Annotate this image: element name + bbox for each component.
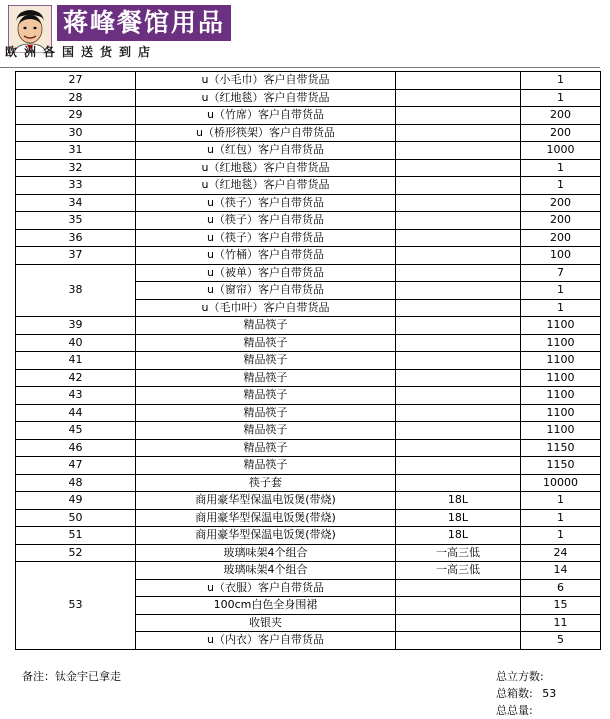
quantity-cell: 1100 — [521, 422, 601, 440]
table-row — [16, 264, 601, 282]
table-row — [16, 177, 601, 195]
row-number-cell: 53 — [16, 562, 136, 650]
description-cell: u（内衣）客户自带货品 — [136, 632, 396, 650]
quantity-cell: 1100 — [521, 317, 601, 335]
row-number-cell: 39 — [16, 317, 136, 335]
spec-cell — [396, 247, 521, 265]
quantity-cell: 1 — [521, 282, 601, 300]
row-number-cell: 37 — [16, 247, 136, 265]
row-number-cell: 30 — [16, 124, 136, 142]
description-cell: 玻璃味架4个组合 — [136, 544, 396, 562]
spec-cell — [396, 369, 521, 387]
quantity-cell: 1 — [521, 299, 601, 317]
description-cell: u（红地毯）客户自带货品 — [136, 89, 396, 107]
row-number-cell: 40 — [16, 334, 136, 352]
description-cell: 100cm白色全身围裙 — [136, 597, 396, 615]
description-cell: 精品筷子 — [136, 439, 396, 457]
row-number-cell: 34 — [16, 194, 136, 212]
row-number-cell: 51 — [16, 527, 136, 545]
header-divider — [0, 67, 600, 68]
description-cell: u（被单）客户自带货品 — [136, 264, 396, 282]
spec-cell — [396, 422, 521, 440]
spec-cell — [396, 142, 521, 160]
spec-cell — [396, 177, 521, 195]
table-row — [16, 439, 601, 457]
description-cell: u（筷子）客户自带货品 — [136, 212, 396, 230]
table-row — [16, 247, 601, 265]
quantity-cell: 1100 — [521, 352, 601, 370]
footer-summary — [496, 668, 556, 719]
table-row — [16, 142, 601, 160]
row-number-cell: 44 — [16, 404, 136, 422]
table-row — [16, 369, 601, 387]
description-cell: 精品筷子 — [136, 422, 396, 440]
spec-cell — [396, 159, 521, 177]
row-number-cell: 31 — [16, 142, 136, 160]
quantity-cell: 14 — [521, 562, 601, 580]
description-cell: 商用豪华型保温电饭煲(带烧) — [136, 527, 396, 545]
spec-cell — [396, 632, 521, 650]
spec-cell — [396, 614, 521, 632]
table-row — [16, 212, 601, 230]
quantity-cell: 1 — [521, 89, 601, 107]
description-cell: 精品筷子 — [136, 369, 396, 387]
table-row — [16, 334, 601, 352]
spec-cell — [396, 89, 521, 107]
description-cell: 精品筷子 — [136, 352, 396, 370]
row-number-cell: 47 — [16, 457, 136, 475]
spec-cell — [396, 597, 521, 615]
table-row — [16, 387, 601, 405]
quantity-cell: 1 — [521, 492, 601, 510]
brand-name: 蒋峰餐馆用品 — [57, 5, 231, 41]
quantity-cell: 1 — [521, 527, 601, 545]
spec-cell — [396, 299, 521, 317]
quantity-cell: 200 — [521, 212, 601, 230]
row-number-cell: 45 — [16, 422, 136, 440]
description-cell: u（筷子）客户自带货品 — [136, 229, 396, 247]
row-number-cell: 49 — [16, 492, 136, 510]
description-cell: 精品筷子 — [136, 387, 396, 405]
table-row — [16, 544, 601, 562]
table-row — [16, 474, 601, 492]
quantity-cell: 200 — [521, 229, 601, 247]
description-cell: 精品筷子 — [136, 404, 396, 422]
description-cell: 玻璃味架4个组合 — [136, 562, 396, 580]
table-row — [16, 317, 601, 335]
quantity-cell: 24 — [521, 544, 601, 562]
table-row — [16, 492, 601, 510]
total-boxes-value: 53 — [542, 687, 557, 700]
row-number-cell: 42 — [16, 369, 136, 387]
table-row — [16, 124, 601, 142]
row-number-cell: 33 — [16, 177, 136, 195]
description-cell: u（红包）客户自带货品 — [136, 142, 396, 160]
total-volume-label: 总立方数: — [496, 670, 544, 683]
brand-slogan: 欧洲各国送货到店 — [5, 45, 158, 59]
description-cell: u（窗帘）客户自带货品 — [136, 282, 396, 300]
spec-cell — [396, 317, 521, 335]
description-cell: 商用豪华型保温电饭煲(带烧) — [136, 492, 396, 510]
spec-cell: 18L — [396, 527, 521, 545]
quantity-cell: 1100 — [521, 369, 601, 387]
description-cell: u（红地毯）客户自带货品 — [136, 159, 396, 177]
description-cell: 精品筷子 — [136, 457, 396, 475]
row-number-cell: 48 — [16, 474, 136, 492]
description-cell: u（筷子）客户自带货品 — [136, 194, 396, 212]
table-row — [16, 89, 601, 107]
quantity-cell: 1100 — [521, 404, 601, 422]
spec-cell — [396, 474, 521, 492]
row-number-cell: 52 — [16, 544, 136, 562]
spec-cell — [396, 387, 521, 405]
description-cell: u（竹席）客户自带货品 — [136, 107, 396, 125]
table-row — [16, 527, 601, 545]
description-cell: 筷子套 — [136, 474, 396, 492]
row-number-cell: 29 — [16, 107, 136, 125]
table-row — [16, 457, 601, 475]
spec-cell — [396, 439, 521, 457]
row-number-cell: 43 — [16, 387, 136, 405]
table-row — [16, 562, 601, 580]
row-number-cell: 32 — [16, 159, 136, 177]
spec-cell: 18L — [396, 492, 521, 510]
quantity-cell: 15 — [521, 597, 601, 615]
description-cell: 商用豪华型保温电饭煲(带烧) — [136, 509, 396, 527]
table-row — [16, 72, 601, 90]
quantity-cell: 10000 — [521, 474, 601, 492]
quantity-cell: 1100 — [521, 387, 601, 405]
footer-note: 备注：钛金宇已拿走 — [22, 670, 121, 683]
spec-cell — [396, 404, 521, 422]
total-boxes-line — [496, 685, 556, 702]
table-row — [16, 509, 601, 527]
total-weight-label: 总总量: — [496, 704, 533, 717]
spec-cell: 一高三低 — [396, 562, 521, 580]
description-cell: u（毛巾叶）客户自带货品 — [136, 299, 396, 317]
table-row — [16, 422, 601, 440]
items-table — [15, 71, 601, 650]
description-cell: u（衣服）客户自带货品 — [136, 579, 396, 597]
quantity-cell: 6 — [521, 579, 601, 597]
quantity-cell: 200 — [521, 194, 601, 212]
row-number-cell: 27 — [16, 72, 136, 90]
quantity-cell: 1 — [521, 72, 601, 90]
description-cell: u（桥形筷架）客户自带货品 — [136, 124, 396, 142]
spec-cell — [396, 352, 521, 370]
description-cell: 收银夹 — [136, 614, 396, 632]
row-number-cell: 41 — [16, 352, 136, 370]
table-row — [16, 229, 601, 247]
spec-cell — [396, 212, 521, 230]
row-number-cell: 35 — [16, 212, 136, 230]
spec-cell — [396, 334, 521, 352]
quantity-cell: 1 — [521, 177, 601, 195]
row-number-cell: 46 — [16, 439, 136, 457]
quantity-cell: 200 — [521, 107, 601, 125]
quantity-cell: 1150 — [521, 439, 601, 457]
description-cell: 精品筷子 — [136, 334, 396, 352]
quantity-cell: 5 — [521, 632, 601, 650]
quantity-cell: 11 — [521, 614, 601, 632]
table-row — [16, 107, 601, 125]
spec-cell — [396, 457, 521, 475]
quantity-cell: 1 — [521, 159, 601, 177]
spec-cell — [396, 282, 521, 300]
quantity-cell: 1 — [521, 509, 601, 527]
row-number-cell: 50 — [16, 509, 136, 527]
items-table-body — [16, 72, 601, 650]
table-row — [16, 352, 601, 370]
spec-cell — [396, 579, 521, 597]
table-row — [16, 404, 601, 422]
row-number-cell: 36 — [16, 229, 136, 247]
quantity-cell: 100 — [521, 247, 601, 265]
spec-cell — [396, 229, 521, 247]
total-boxes-label: 总箱数: — [496, 687, 533, 700]
spec-cell: 一高三低 — [396, 544, 521, 562]
quantity-cell: 1150 — [521, 457, 601, 475]
description-cell: u（红地毯）客户自带货品 — [136, 177, 396, 195]
row-number-cell: 38 — [16, 264, 136, 317]
spec-cell — [396, 194, 521, 212]
description-cell: u（小毛巾）客户自带货品 — [136, 72, 396, 90]
description-cell: u（竹桶）客户自带货品 — [136, 247, 396, 265]
spec-cell — [396, 107, 521, 125]
quantity-cell: 200 — [521, 124, 601, 142]
row-number-cell: 28 — [16, 89, 136, 107]
quantity-cell: 7 — [521, 264, 601, 282]
description-cell: 精品筷子 — [136, 317, 396, 335]
spec-cell — [396, 72, 521, 90]
table-row — [16, 194, 601, 212]
table-row — [16, 159, 601, 177]
quantity-cell: 1100 — [521, 334, 601, 352]
total-weight-line — [496, 702, 556, 719]
header — [0, 0, 610, 70]
spec-cell — [396, 264, 521, 282]
spec-cell: 18L — [396, 509, 521, 527]
quantity-cell: 1000 — [521, 142, 601, 160]
total-volume-line — [496, 668, 556, 685]
spec-cell — [396, 124, 521, 142]
